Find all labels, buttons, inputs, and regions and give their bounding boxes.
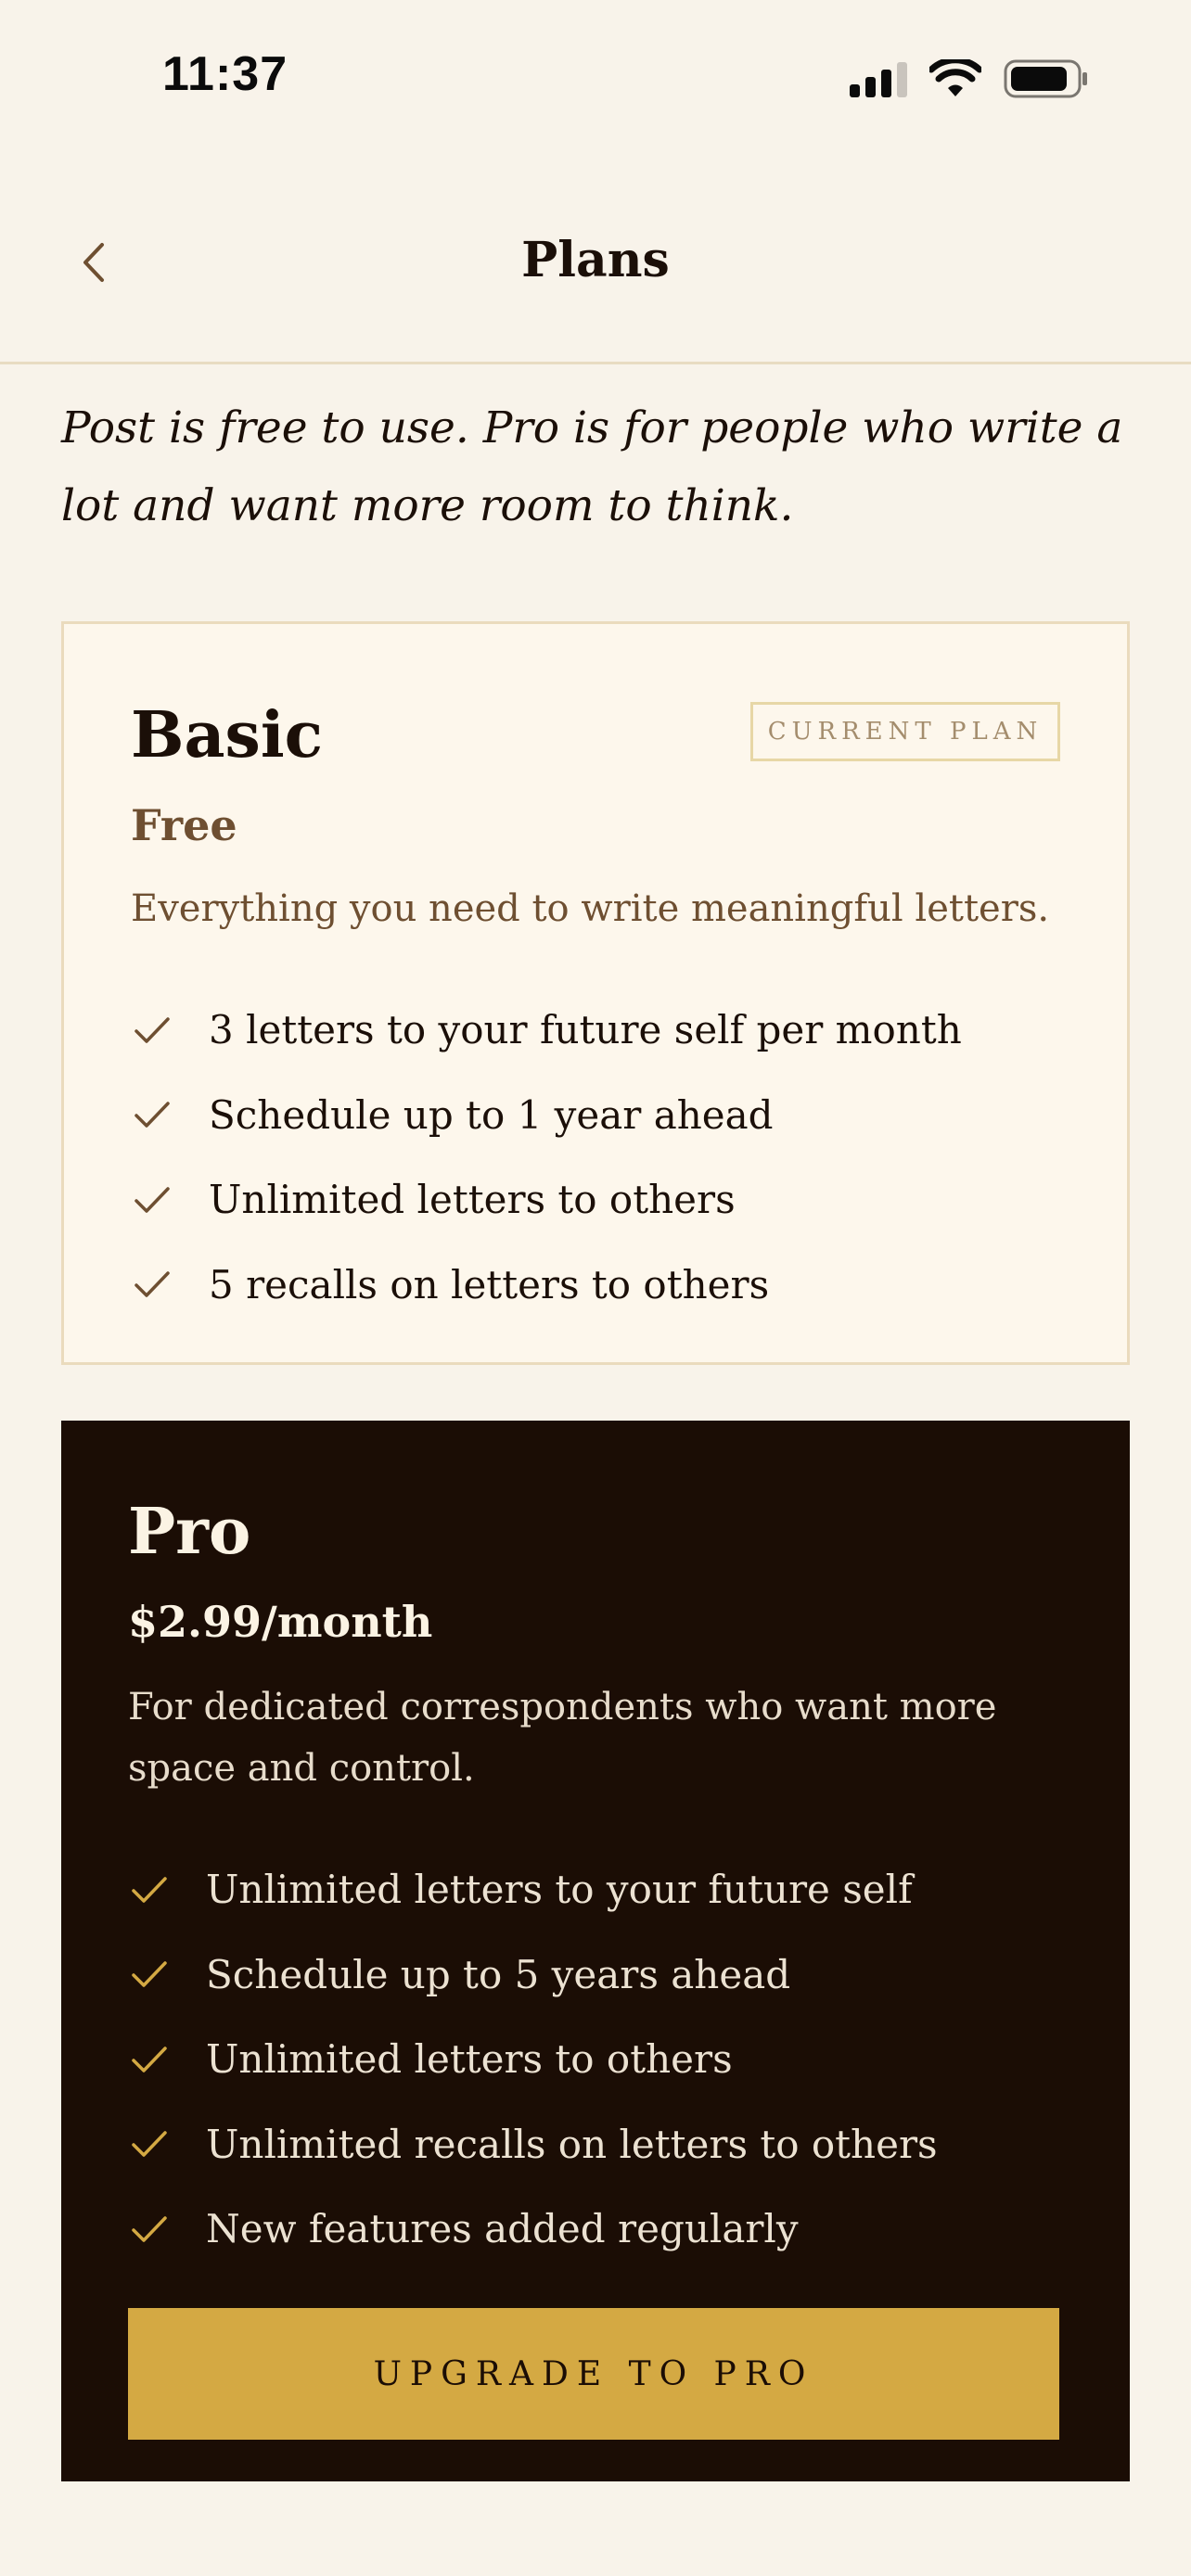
feature-label: Unlimited letters to others [206, 2036, 733, 2083]
feature-item [131, 1243, 1058, 1328]
status-time: 11:37 [162, 47, 288, 101]
feature-label: 3 letters to your future self per month [209, 1007, 962, 1053]
feature-label: Schedule up to 1 year ahead [209, 1091, 774, 1138]
checkmark-icon [131, 1179, 173, 1221]
feature-list [128, 1847, 1056, 2272]
feature-label: Unlimited letters to others [209, 1177, 736, 1223]
status-icons [850, 56, 1089, 102]
status-bar [0, 0, 1191, 158]
checkmark-icon [128, 1953, 171, 1996]
current-plan-badge: CURRENT PLAN [750, 702, 1060, 761]
checkmark-icon [131, 1093, 173, 1136]
feature-item [128, 1932, 1056, 2018]
intro-text: Post is free to use. Pro is for people who write a lot and want more room to think. [61, 402, 1123, 531]
plan-price: Free [131, 800, 237, 850]
plan-name: Basic [131, 698, 324, 772]
checkmark-icon [131, 1009, 173, 1052]
plan-description: For dedicated correspondents who want more space and control. [128, 1686, 997, 1790]
feature-label: 5 recalls on letters to others [209, 1261, 770, 1307]
feature-label: Unlimited letters to your future self [206, 1867, 913, 1913]
plan-description: Everything you need to write meaningful letters. [131, 887, 1050, 930]
feature-item [131, 988, 1058, 1073]
checkmark-icon [128, 1868, 171, 1911]
feature-item [131, 1073, 1058, 1158]
checkmark-icon [128, 2123, 171, 2165]
feature-label: Schedule up to 5 years ahead [206, 1951, 791, 1997]
checkmark-icon [128, 2038, 171, 2081]
feature-item [128, 2102, 1056, 2187]
feature-item [128, 2017, 1056, 2102]
battery-icon [1004, 58, 1089, 99]
plan-name: Pro [128, 1495, 251, 1569]
feature-item [131, 1157, 1058, 1243]
feature-list [131, 988, 1058, 1327]
checkmark-icon [128, 2208, 171, 2251]
navigation-bar [0, 158, 1191, 364]
wifi-icon [929, 59, 981, 98]
cellular-signal-icon [850, 60, 907, 97]
page-title: Plans [521, 232, 670, 288]
pro-plan-card [61, 1421, 1130, 2481]
feature-item [128, 2187, 1056, 2272]
checkmark-icon [131, 1263, 173, 1306]
feature-label: New features added regularly [206, 2206, 799, 2252]
feature-item [128, 1847, 1056, 1932]
feature-label: Unlimited recalls on letters to others [206, 2121, 938, 2167]
upgrade-to-pro-button[interactable]: UPGRADE TO PRO [128, 2308, 1059, 2440]
plan-price: $2.99/month [128, 1597, 433, 1647]
basic-plan-card [61, 621, 1130, 1365]
